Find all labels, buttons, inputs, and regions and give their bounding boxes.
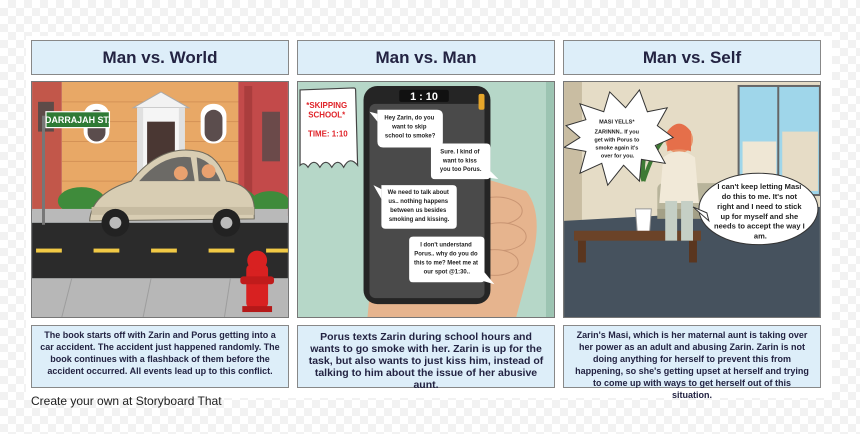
panel-man-vs-man (297, 40, 555, 391)
note-line: SCHOOL* (308, 110, 346, 120)
phone-scene-illustration (298, 82, 554, 317)
yell-line: get with Porus to (594, 137, 640, 144)
svg-text:*SKIPPING SCHOOL* (306, 101, 349, 139)
message-line: school to smoke? (384, 133, 436, 140)
yell-line: MASI YELLS* (599, 119, 635, 126)
message-line: I don't understand (420, 242, 472, 249)
message-bubble (409, 237, 494, 285)
panel-caption: Porus texts Zarin during school hours and wants to go smoke with her. Zarin is up for the task, but also wants to just kiss him, instead of talking to him about the issue of her abusive aunt. (297, 325, 555, 388)
yell-line: ZARINNN.. If you (594, 129, 640, 136)
svg-text:MASI YELLS* ZARINN (594, 120, 641, 160)
street-sign-text: DARRAJAH ST. (45, 115, 111, 126)
street-scene-illustration (32, 82, 288, 317)
yell-line: over for you. (600, 153, 635, 160)
scene-living-room (563, 81, 821, 318)
panel-title: Man vs. World (31, 40, 289, 75)
panel-man-vs-world (31, 40, 289, 388)
message-line: us.. nothing happens (388, 198, 449, 205)
message-line: Porus.. why do you do (414, 251, 478, 258)
panel-man-vs-self (563, 40, 821, 400)
message-line: Hey Zarin, do you (384, 115, 435, 122)
note-card (300, 88, 358, 167)
message-line: want to kiss (442, 158, 477, 165)
scene-texting (297, 81, 555, 318)
message-line: We need to talk about (387, 190, 449, 197)
thought-line: needs to accept the way I (714, 221, 805, 231)
message-line: between us besides (390, 207, 447, 214)
message-bubble (369, 110, 442, 148)
thought-line: do this to me. It's not (721, 192, 798, 202)
message-bubble (373, 185, 456, 229)
message-line: Sure. I kind of (440, 149, 480, 156)
message-line: smoking and kissing. (388, 216, 450, 223)
thought-line: I can't keep letting Masi (717, 182, 802, 192)
phone-clock: 1 : 10 (410, 90, 438, 103)
storyboard-that-link[interactable]: Create your own at Storyboard That (31, 394, 222, 408)
message-line: want to skip (392, 124, 427, 131)
living-room-illustration (564, 82, 820, 317)
thought-line: am. (753, 231, 767, 241)
panel-title: Man vs. Self (563, 40, 821, 75)
thought-line: up for myself and she (720, 211, 799, 221)
message-line: our spot @1:30.. (423, 269, 471, 276)
note-line: *SKIPPING (306, 100, 348, 110)
svg-text:Sure. I kind of wa (440, 149, 482, 173)
message-line: you too Porus. (439, 167, 482, 174)
yell-line: smoke again it's (595, 145, 639, 152)
message-line: this to me? Meet me at (413, 260, 479, 267)
scene-car-accident (31, 81, 289, 318)
storyboard (26, 36, 832, 398)
panel-title: Man vs. Man (297, 40, 555, 75)
panel-caption: Zarin's Masi, which is her maternal aunt is taking over her power as an adult and abusing Zarin. Zarin is not doing anything for herself to prevent this from happening, so she's getting upset at herself and trying to come up with ways to get herself out of this situation. (563, 325, 821, 388)
thought-line: right and I need to stick (717, 201, 802, 211)
panel-caption: The book starts off with Zarin and Porus getting into a car accident. The accident just happened randomly. The book continues with a flashback of them before the accident occurred. All events lead up to this conflict. (31, 325, 289, 388)
message-bubble (431, 143, 498, 179)
note-time: TIME: 1:10 (308, 129, 348, 139)
